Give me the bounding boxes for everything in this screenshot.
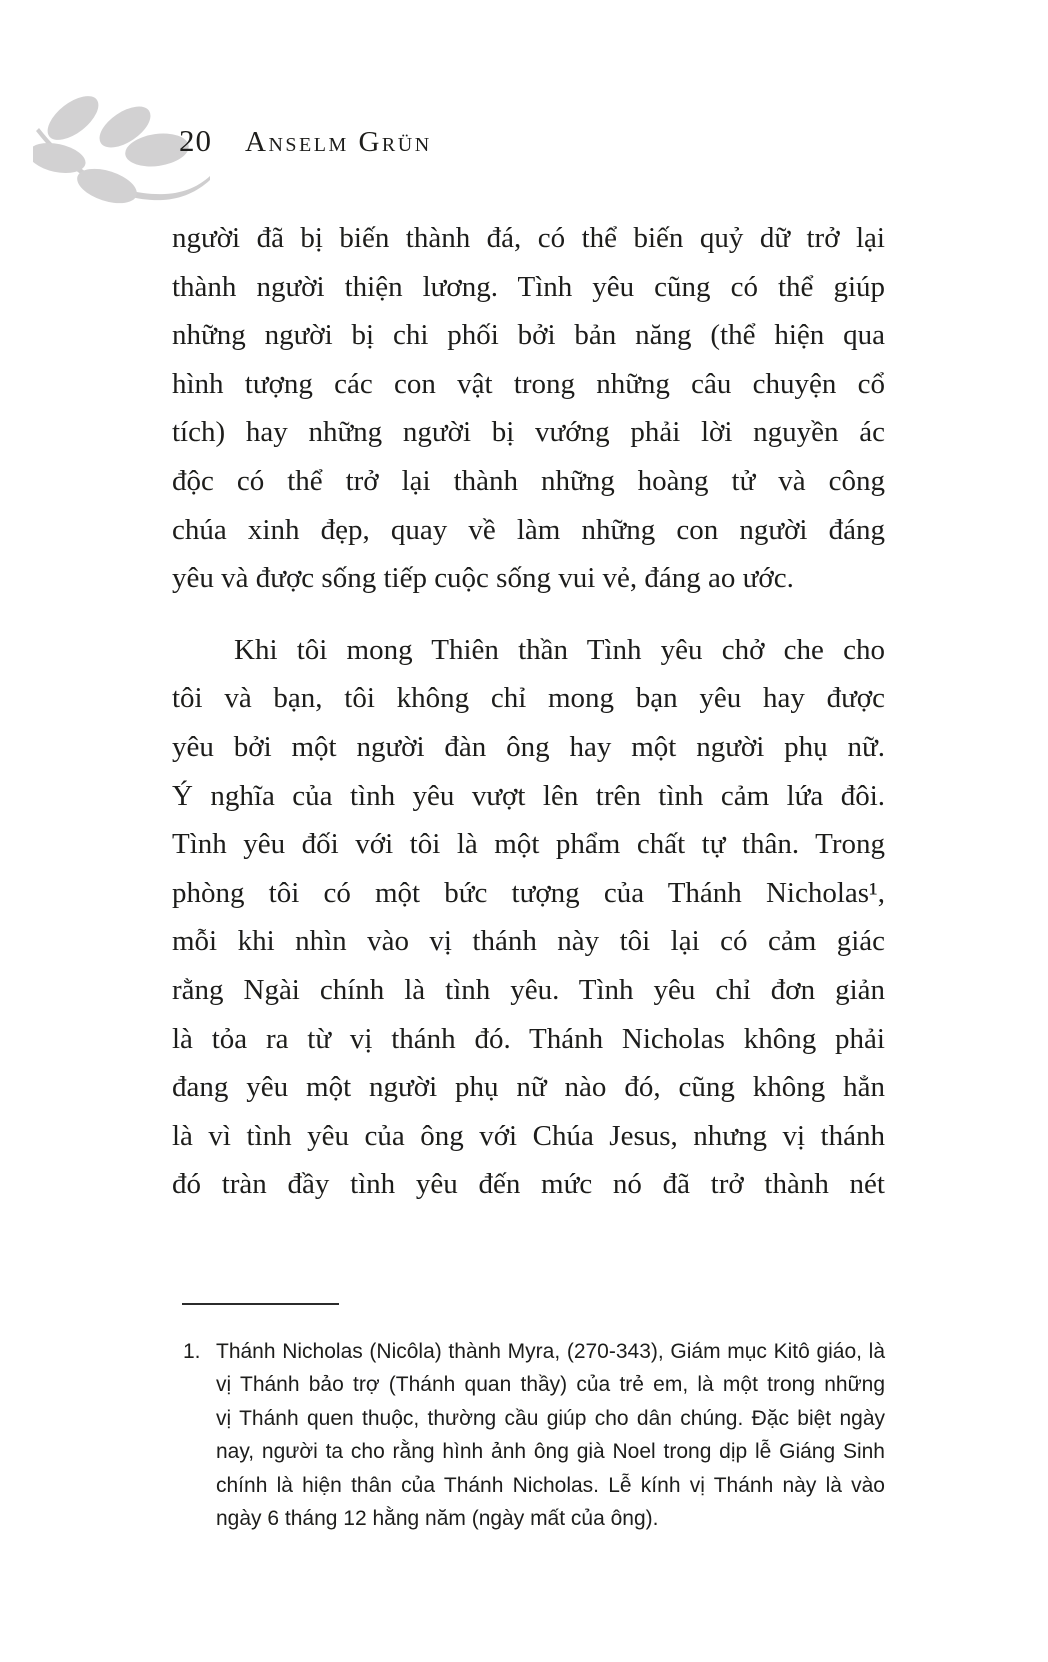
footnote-text [216,1335,885,1535]
footnote-line: nay, người ta cho rằng hình ảnh ông già Noel trong dịp lễ Giáng Sinh [216,1440,885,1464]
page-number: 20 [179,123,212,158]
text-line: Khi tôi mong Thiên thần Tình yêu chở che cho [234,633,885,666]
footnote-line: Thánh Nicholas (Nicôla) thành Myra, (270-343), Giám mục Kitô giáo, là [216,1340,885,1363]
body-text [172,214,885,1209]
text-line: rằng Ngài chính là tình yêu. Tình yêu chỉ đơn giản [172,973,885,1006]
text-line: tôi và bạn, tôi không chỉ mong bạn yêu hay được [172,682,885,715]
text-line: mỗi khi nhìn vào vị thánh này tôi lại có cảm giác [172,925,885,958]
footnote-line: vị Thánh quen thuộc, thường cầu giúp cho dân chúng. Đặc biệt ngày [216,1406,885,1430]
text-line: đó tràn đầy tình yêu đến mức nó đã trở thành nét [172,1168,885,1201]
text-line: người đã bị biến thành đá, có thể biến quỷ dữ trở lại [172,222,885,254]
footnote-separator [182,1303,339,1305]
footnote-line: chính là hiện thân của Thánh Nicholas. Lễ kính vị Thánh này là vào [216,1473,885,1497]
text-line: thành người thiện lương. Tình yêu cũng có thể giúp [172,270,885,303]
text-line: những người bị chi phối bởi bản năng (thể hiện qua [172,319,885,352]
text-line: yêu bởi một người đàn ông hay một người phụ nữ. [172,730,885,763]
text-line: đang yêu một người phụ nữ nào đó, cũng không hẳn [172,1071,885,1104]
page-header [179,121,432,162]
footnote-line: ngày 6 tháng 12 hằng năm (ngày mất của ông). [216,1507,659,1531]
running-head-author: Anselm Grün [245,126,432,158]
paragraph [172,214,885,603]
text-line-with-footnote-ref: phòng tôi có một bức tượng của Thánh Nicholas¹, [172,876,885,909]
footnote-number: 1. [183,1340,201,1363]
text-line: là tỏa ra từ vị thánh đó. Thánh Nicholas không phải [172,1022,885,1055]
text-line: là vì tình yêu của ông với Chúa Jesus, nhưng vị thánh [172,1119,885,1152]
text-line: độc có thể trở lại thành những hoàng tử và công [172,464,885,497]
text-line: Tình yêu đối với tôi là một phẩm chất tự thân. Trong [172,828,885,861]
text-line: yêu và được sống tiếp cuộc sống vui vẻ, đáng ao ước. [172,562,794,595]
paragraph [172,626,885,1209]
text-line: tích) hay những người bị vướng phải lời nguyền ác [172,416,885,449]
text-line: chúa xinh đẹp, quay về làm những con người đáng [172,513,885,546]
text-line: hình tượng các con vật trong những câu chuyện cổ [172,367,885,400]
footnote [172,1335,885,1535]
footnote-line: vị Thánh bảo trợ (Thánh quan thầy) của trẻ em, là một trong những [216,1373,885,1397]
text-line: Ý nghĩa của tình yêu vượt lên trên tình cảm lứa đôi. [172,779,885,812]
